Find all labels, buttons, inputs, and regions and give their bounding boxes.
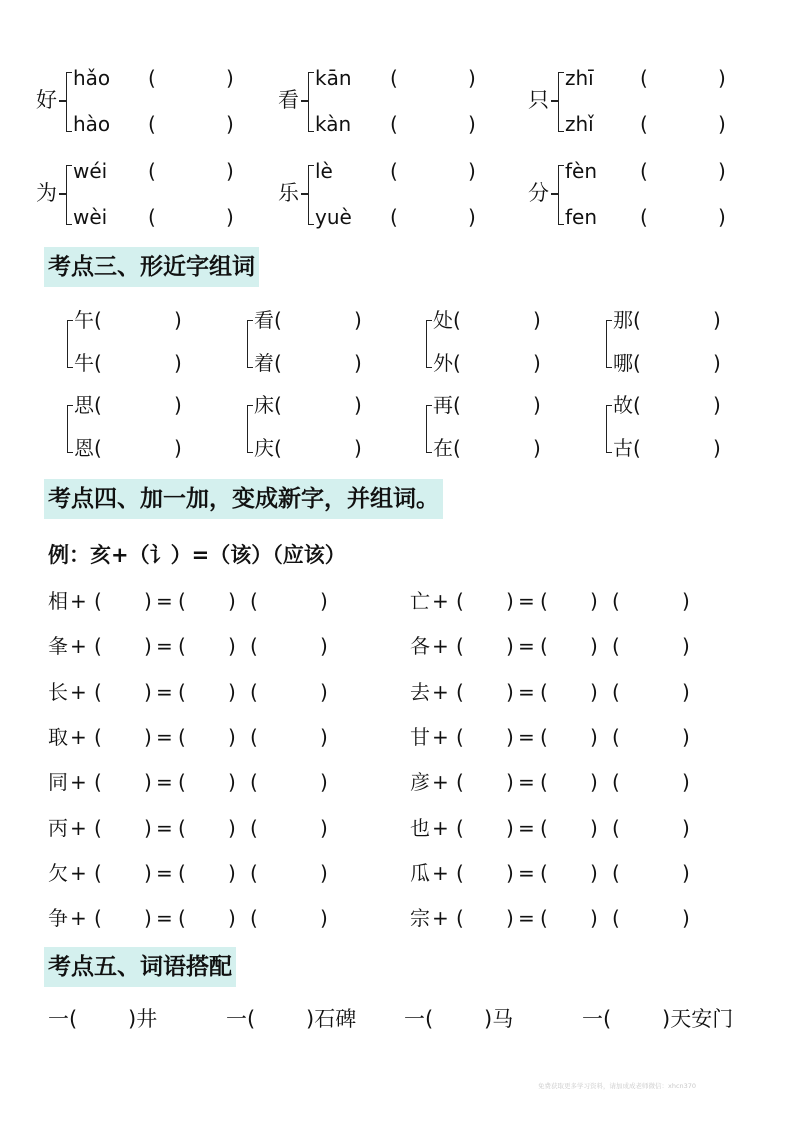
newchar-blank-open[interactable]: (: [540, 679, 548, 704]
word-blank-close: ): [320, 634, 328, 659]
bracket: [67, 405, 73, 453]
plus-sign: +: [70, 906, 87, 931]
plus-sign: +: [70, 724, 87, 749]
polyphonic-char: 好: [36, 88, 57, 112]
answer-blank-open[interactable]: (: [633, 393, 641, 417]
plus-sign: +: [70, 770, 87, 795]
plus-sign: +: [432, 770, 449, 795]
similar-char-top: [254, 308, 282, 332]
radical-blank-close: ): [506, 906, 514, 931]
plus-sign: +: [432, 634, 449, 659]
pinyin-reading: zhǐ: [565, 112, 594, 136]
answer-blank-close: ): [713, 393, 721, 417]
word-blank-open[interactable]: (: [250, 724, 258, 749]
word-blank-open[interactable]: (: [612, 634, 620, 659]
pinyin-reading: wéi: [73, 159, 108, 183]
similar-char-top: [613, 393, 641, 417]
bracket-tick: [59, 193, 66, 195]
answer-blank-close: ): [226, 66, 234, 90]
answer-blank-open[interactable]: (: [453, 436, 461, 460]
newchar-blank-close: ): [590, 679, 598, 704]
match-prefix[interactable]: 一(: [404, 1007, 434, 1031]
answer-blank-close: ): [226, 159, 234, 183]
base-char: 亡: [410, 589, 430, 613]
word-blank-open[interactable]: (: [250, 815, 258, 840]
newchar-blank-open[interactable]: (: [178, 589, 186, 613]
bracket-tick: [551, 193, 558, 195]
plus-sign: +: [70, 634, 87, 659]
polyphonic-char: 看: [278, 88, 299, 112]
answer-blank-open[interactable]: (: [390, 159, 398, 183]
char: 在: [433, 436, 453, 460]
similar-pair: [247, 393, 397, 460]
answer-blank-close: ): [468, 112, 476, 136]
similar-pair: [606, 308, 756, 375]
newchar-blank-open[interactable]: (: [540, 634, 548, 659]
answer-blank-close: ): [533, 393, 541, 417]
newchar-blank-close: ): [590, 589, 598, 613]
newchar-blank-close: ): [228, 860, 236, 885]
match-suffix: )马: [484, 1007, 514, 1031]
radical-blank-open[interactable]: (: [94, 634, 102, 659]
word-blank-open[interactable]: (: [612, 906, 620, 931]
bracket: [247, 320, 253, 368]
answer-blank-close: ): [354, 308, 362, 332]
answer-blank-close: ): [226, 112, 234, 136]
answer-blank-close: ): [718, 112, 726, 136]
section-3-title: 考点三、形近字组词: [44, 247, 259, 287]
similar-pair: [426, 308, 576, 375]
polyphonic-char: 分: [528, 181, 549, 205]
radical-blank-close: ): [506, 679, 514, 704]
radical-blank-close: ): [506, 815, 514, 840]
newchar-blank-open[interactable]: (: [540, 815, 548, 840]
radical-blank-close: ): [144, 634, 152, 659]
bracket-tick: [59, 100, 66, 102]
base-char: 甘: [410, 724, 430, 749]
plus-sign: +: [432, 724, 449, 749]
equals-sign: =: [518, 679, 535, 704]
pinyin-reading: kān: [315, 66, 352, 90]
bracket-tick: [551, 100, 558, 102]
similar-pair: [67, 393, 217, 460]
answer-blank-open[interactable]: (: [633, 436, 641, 460]
plus-sign: +: [70, 679, 87, 704]
char: 哪: [613, 351, 633, 375]
answer-blank-close: ): [533, 351, 541, 375]
answer-blank-close: ): [533, 436, 541, 460]
newchar-blank-close: ): [228, 724, 236, 749]
newchar-blank-open[interactable]: (: [178, 860, 186, 885]
char: 古: [613, 436, 633, 460]
answer-blank-open[interactable]: (: [453, 393, 461, 417]
answer-blank-close: ): [174, 393, 182, 417]
radical-blank-close: ): [144, 679, 152, 704]
radical-blank-close: ): [144, 860, 152, 885]
newchar-blank-close: ): [590, 724, 598, 749]
equals-sign: =: [156, 634, 173, 659]
word-blank-open[interactable]: (: [612, 724, 620, 749]
similar-char-bottom: [613, 436, 641, 460]
section-5-title: 考点五、词语搭配: [44, 947, 236, 987]
base-char: 瓜: [410, 860, 430, 885]
base-char: 夆: [48, 634, 68, 659]
equals-sign: =: [156, 815, 173, 840]
answer-blank-close: ): [354, 393, 362, 417]
pinyin-reading: zhī: [565, 66, 594, 90]
answer-blank-close: ): [713, 308, 721, 332]
base-char: 相: [48, 589, 68, 613]
newchar-blank-open[interactable]: (: [178, 815, 186, 840]
newchar-blank-open[interactable]: (: [178, 906, 186, 931]
base-char: 也: [410, 815, 430, 840]
base-char: 丙: [48, 815, 68, 840]
char: 牛: [74, 351, 94, 375]
similar-char-bottom: [433, 351, 461, 375]
base-char: 宗: [410, 906, 430, 931]
answer-blank-close: ): [226, 205, 234, 229]
word-blank-close: ): [320, 724, 328, 749]
answer-blank-open[interactable]: (: [94, 308, 102, 332]
char: 那: [613, 308, 633, 332]
pinyin-reading: fen: [565, 205, 598, 229]
match-suffix: )石碑: [306, 1007, 357, 1031]
radical-blank-open[interactable]: (: [456, 815, 464, 840]
polyphonic-item: [528, 159, 768, 229]
word-blank-close: ): [682, 860, 690, 885]
word-blank-open[interactable]: (: [612, 815, 620, 840]
newchar-blank-close: ): [590, 815, 598, 840]
answer-blank-open[interactable]: (: [640, 205, 648, 229]
radical-blank-close: ): [144, 815, 152, 840]
newchar-blank-open[interactable]: (: [540, 724, 548, 749]
radical-blank-close: ): [506, 724, 514, 749]
plus-sign: +: [432, 589, 449, 613]
answer-blank-close: ): [354, 436, 362, 460]
answer-blank-open[interactable]: (: [640, 66, 648, 90]
newchar-blank-close: ): [228, 679, 236, 704]
bracket: [66, 72, 72, 132]
similar-char-bottom: [613, 351, 641, 375]
radical-blank-open[interactable]: (: [456, 634, 464, 659]
base-char: 同: [48, 770, 68, 795]
answer-blank-close: ): [718, 159, 726, 183]
newchar-blank-open[interactable]: (: [178, 770, 186, 795]
answer-blank-open[interactable]: (: [274, 308, 282, 332]
newchar-blank-open[interactable]: (: [540, 589, 548, 613]
answer-blank-open[interactable]: (: [148, 159, 156, 183]
answer-blank-open[interactable]: (: [94, 351, 102, 375]
plus-sign: +: [70, 860, 87, 885]
base-char: 彦: [410, 770, 430, 795]
word-blank-open[interactable]: (: [250, 770, 258, 795]
answer-blank-open[interactable]: (: [453, 351, 461, 375]
bracket: [606, 320, 612, 368]
base-char: 长: [48, 679, 68, 704]
radical-blank-close: ): [144, 770, 152, 795]
match-suffix: )井: [128, 1007, 158, 1031]
answer-blank-open[interactable]: (: [640, 112, 648, 136]
polyphonic-char: 只: [528, 88, 549, 112]
pinyin-reading: hào: [73, 112, 111, 136]
equals-sign: =: [156, 770, 173, 795]
radical-blank-close: ): [144, 589, 152, 613]
word-blank-open[interactable]: (: [250, 906, 258, 931]
radical-blank-open[interactable]: (: [456, 724, 464, 749]
section-4-title: 考点四、加一加，变成新字，并组词。: [44, 479, 443, 519]
bracket: [247, 405, 253, 453]
similar-char-top: [254, 393, 282, 417]
pinyin-reading: fèn: [565, 159, 598, 183]
char: 再: [433, 393, 453, 417]
word-blank-close: ): [682, 679, 690, 704]
plus-sign: +: [432, 860, 449, 885]
answer-blank-close: ): [468, 159, 476, 183]
polyphonic-char: 为: [36, 181, 57, 205]
radical-blank-open[interactable]: (: [456, 906, 464, 931]
answer-blank-open[interactable]: (: [390, 205, 398, 229]
equals-sign: =: [156, 860, 173, 885]
word-blank-close: ): [320, 589, 328, 613]
word-blank-open[interactable]: (: [612, 770, 620, 795]
equals-sign: =: [518, 860, 535, 885]
bracket-tick: [301, 193, 308, 195]
answer-blank-open[interactable]: (: [390, 112, 398, 136]
word-blank-open[interactable]: (: [612, 860, 620, 885]
pinyin-reading: lè: [315, 159, 333, 183]
bracket: [426, 320, 432, 368]
answer-blank-open[interactable]: (: [274, 351, 282, 375]
equals-sign: =: [156, 589, 173, 613]
char: 看: [254, 308, 274, 332]
radical-blank-close: ): [506, 770, 514, 795]
similar-char-bottom: [74, 351, 102, 375]
answer-blank-close: ): [713, 436, 721, 460]
answer-blank-open[interactable]: (: [633, 308, 641, 332]
pinyin-reading: kàn: [315, 112, 352, 136]
newchar-blank-close: ): [228, 634, 236, 659]
char: 午: [74, 308, 94, 332]
pinyin-reading: wèi: [73, 205, 108, 229]
radical-blank-close: ): [506, 589, 514, 613]
char: 庆: [254, 436, 274, 460]
pinyin-reading: yuè: [315, 205, 352, 229]
equals-sign: =: [518, 634, 535, 659]
similar-pair: [247, 308, 397, 375]
word-blank-close: ): [682, 815, 690, 840]
plus-sign: +: [432, 815, 449, 840]
match-prefix[interactable]: 一(: [48, 1007, 78, 1031]
match-prefix[interactable]: 一(: [226, 1007, 256, 1031]
equals-sign: =: [518, 906, 535, 931]
answer-blank-close: ): [468, 205, 476, 229]
answer-blank-close: ): [718, 205, 726, 229]
pinyin-reading: hǎo: [73, 66, 111, 90]
similar-char-top: [74, 308, 102, 332]
answer-blank-close: ): [174, 436, 182, 460]
plus-sign: +: [70, 589, 87, 613]
base-char: 争: [48, 906, 68, 931]
plus-sign: +: [432, 906, 449, 931]
radical-blank-open[interactable]: (: [456, 679, 464, 704]
newchar-blank-open[interactable]: (: [178, 634, 186, 659]
answer-blank-open[interactable]: (: [148, 112, 156, 136]
base-char: 去: [410, 679, 430, 704]
answer-blank-open[interactable]: (: [274, 436, 282, 460]
radical-blank-open[interactable]: (: [456, 860, 464, 885]
radical-blank-open[interactable]: (: [94, 770, 102, 795]
newchar-blank-close: ): [590, 906, 598, 931]
answer-blank-open[interactable]: (: [148, 205, 156, 229]
newchar-blank-open[interactable]: (: [540, 770, 548, 795]
example-line: 例：亥+（讠）=（该）（应该）: [48, 543, 346, 567]
char: 处: [433, 308, 453, 332]
word-blank-open[interactable]: (: [612, 589, 620, 613]
bracket: [426, 405, 432, 453]
answer-blank-open[interactable]: (: [94, 393, 102, 417]
similar-pair: [67, 308, 217, 375]
radical-blank-close: ): [506, 634, 514, 659]
bracket: [67, 320, 73, 368]
polyphonic-item: [36, 159, 276, 229]
match-suffix: )天安门: [662, 1007, 734, 1031]
polyphonic-item: [36, 66, 276, 136]
similar-pair: [426, 393, 576, 460]
similar-char-bottom: [254, 351, 282, 375]
word-blank-close: ): [320, 860, 328, 885]
word-blank-close: ): [320, 815, 328, 840]
radical-blank-open[interactable]: (: [94, 679, 102, 704]
word-blank-close: ): [320, 906, 328, 931]
word-blank-close: ): [682, 589, 690, 613]
bracket-tick: [301, 100, 308, 102]
newchar-blank-close: ): [590, 860, 598, 885]
answer-blank-open[interactable]: (: [94, 436, 102, 460]
similar-char-top: [613, 308, 641, 332]
bracket: [308, 165, 314, 225]
word-blank-close: ): [682, 770, 690, 795]
similar-char-bottom: [74, 436, 102, 460]
similar-char-top: [74, 393, 102, 417]
newchar-blank-close: ): [228, 815, 236, 840]
answer-blank-close: ): [174, 351, 182, 375]
bracket: [606, 405, 612, 453]
radical-blank-close: ): [144, 724, 152, 749]
equals-sign: =: [518, 724, 535, 749]
answer-blank-close: ): [718, 66, 726, 90]
radical-blank-open[interactable]: (: [456, 589, 464, 613]
base-char: 各: [410, 634, 430, 659]
similar-pair: [606, 393, 756, 460]
word-blank-open[interactable]: (: [250, 589, 258, 613]
newchar-blank-open[interactable]: (: [540, 906, 548, 931]
similar-char-top: [433, 393, 461, 417]
polyphonic-item: [528, 66, 768, 136]
newchar-blank-open[interactable]: (: [540, 860, 548, 885]
equals-sign: =: [156, 679, 173, 704]
bracket: [558, 72, 564, 132]
answer-blank-open[interactable]: (: [633, 351, 641, 375]
polyphonic-char: 乐: [278, 181, 299, 205]
answer-blank-open[interactable]: (: [390, 66, 398, 90]
plus-sign: +: [70, 815, 87, 840]
char: 思: [74, 393, 94, 417]
answer-blank-open[interactable]: (: [640, 159, 648, 183]
answer-blank-close: ): [174, 308, 182, 332]
similar-char-bottom: [254, 436, 282, 460]
bracket: [308, 72, 314, 132]
word-blank-close: ): [682, 634, 690, 659]
newchar-blank-close: ): [228, 589, 236, 613]
similar-char-top: [433, 308, 461, 332]
word-blank-open[interactable]: (: [612, 679, 620, 704]
bracket: [66, 165, 72, 225]
radical-blank-close: ): [506, 860, 514, 885]
word-blank-open[interactable]: (: [250, 860, 258, 885]
answer-blank-close: ): [533, 308, 541, 332]
equals-sign: =: [156, 724, 173, 749]
char: 恩: [74, 436, 94, 460]
footer-watermark: 免费获取更多学习资料，请加成成老师微信：xhcn370: [538, 1082, 697, 1090]
equals-sign: =: [518, 815, 535, 840]
equals-sign: =: [518, 589, 535, 613]
char: 故: [613, 393, 633, 417]
word-blank-close: ): [320, 679, 328, 704]
answer-blank-open[interactable]: (: [274, 393, 282, 417]
radical-blank-open[interactable]: (: [94, 860, 102, 885]
plus-sign: +: [432, 679, 449, 704]
equals-sign: =: [156, 906, 173, 931]
answer-blank-open[interactable]: (: [148, 66, 156, 90]
answer-blank-close: ): [713, 351, 721, 375]
radical-blank-open[interactable]: (: [456, 770, 464, 795]
newchar-blank-open[interactable]: (: [178, 724, 186, 749]
newchar-blank-close: ): [590, 770, 598, 795]
char: 着: [254, 351, 274, 375]
word-blank-open[interactable]: (: [250, 679, 258, 704]
word-blank-close: ): [682, 724, 690, 749]
similar-char-bottom: [433, 436, 461, 460]
bracket: [558, 165, 564, 225]
radical-blank-open[interactable]: (: [94, 906, 102, 931]
answer-blank-close: ): [468, 66, 476, 90]
base-char: 欠: [48, 860, 68, 885]
newchar-blank-open[interactable]: (: [178, 679, 186, 704]
radical-blank-close: ): [144, 906, 152, 931]
newchar-blank-close: ): [228, 906, 236, 931]
word-blank-open[interactable]: (: [250, 634, 258, 659]
newchar-blank-close: ): [590, 634, 598, 659]
answer-blank-close: ): [354, 351, 362, 375]
polyphonic-item: [278, 66, 518, 136]
equals-sign: =: [518, 770, 535, 795]
word-blank-close: ): [320, 770, 328, 795]
radical-blank-open[interactable]: (: [94, 815, 102, 840]
char: 外: [433, 351, 453, 375]
match-prefix[interactable]: 一(: [582, 1007, 612, 1031]
answer-blank-open[interactable]: (: [453, 308, 461, 332]
newchar-blank-close: ): [228, 770, 236, 795]
polyphonic-item: [278, 159, 518, 229]
char: 床: [254, 393, 274, 417]
radical-blank-open[interactable]: (: [94, 724, 102, 749]
word-blank-close: ): [682, 906, 690, 931]
base-char: 取: [48, 724, 68, 749]
radical-blank-open[interactable]: (: [94, 589, 102, 613]
